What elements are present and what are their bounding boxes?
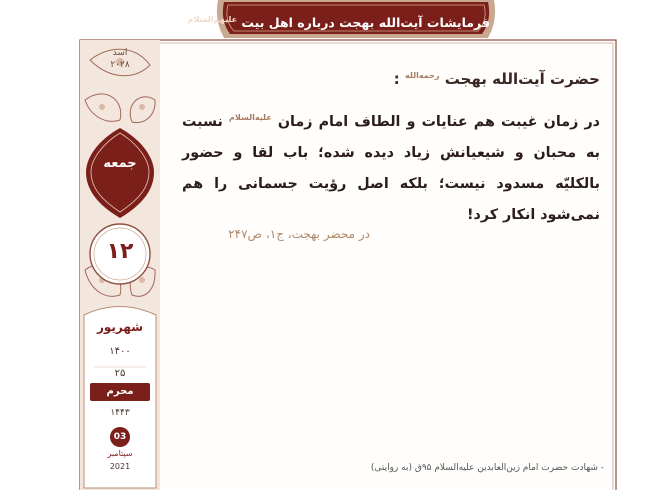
page-title — [187, 8, 490, 32]
weekday: جمعه — [103, 156, 137, 171]
lunar-year: ۱۴۴۳ — [110, 408, 130, 418]
calendar-sidebar — [80, 40, 160, 490]
title-text: فرمایشات آیت‌الله بهجت درباره اهل بیت — [241, 15, 490, 31]
solar-month: شهریور — [96, 320, 144, 334]
speaker-honorific: رحمه‌الله — [405, 71, 440, 80]
quote-line1-start: در زمان غیبت هم عنایات و الطاف امام زمان — [277, 113, 601, 130]
gregorian-year: 2021 — [109, 462, 131, 471]
hijri-year: ۲۰۲۸ — [110, 60, 130, 70]
speaker-name: حضرت آیت‌الله بهجت — [444, 70, 600, 88]
gregorian-day: 03 — [113, 432, 127, 442]
title-honorific: علیهم‌السلام — [187, 15, 238, 24]
lunar-month: محرم — [106, 386, 134, 397]
hijri-month: اسد — [112, 48, 128, 58]
quote-text — [182, 102, 600, 231]
occasion-note: - شهادت حضرت امام زین‌العابدین علیه‌السلام ۹۵ق (به روایتی) — [370, 463, 604, 473]
solar-year: ۱۴۰۰ — [109, 346, 131, 357]
day-number: ۱۲ — [106, 239, 134, 264]
quote-line1-end: نسبت به — [182, 113, 600, 161]
lunar-day: ۲۵ — [114, 368, 126, 379]
quote-speaker — [180, 70, 600, 88]
quote-rest: محبان و شیعیانش زیاد دیده شده؛ باب لقا و حضور بالکلیّه مسدود نیست؛ بلکه اصل رؤیت جسمانی را هم نمی‌شود انکار کرد! — [182, 144, 600, 223]
quote-source: در محضر بهجت، ج۱، ص۲۴۷ — [228, 227, 370, 241]
imam-honorific: علیه‌السلام — [229, 113, 272, 122]
gregorian-month: سپتامبر — [107, 449, 133, 458]
speaker-colon: : — [393, 70, 400, 88]
